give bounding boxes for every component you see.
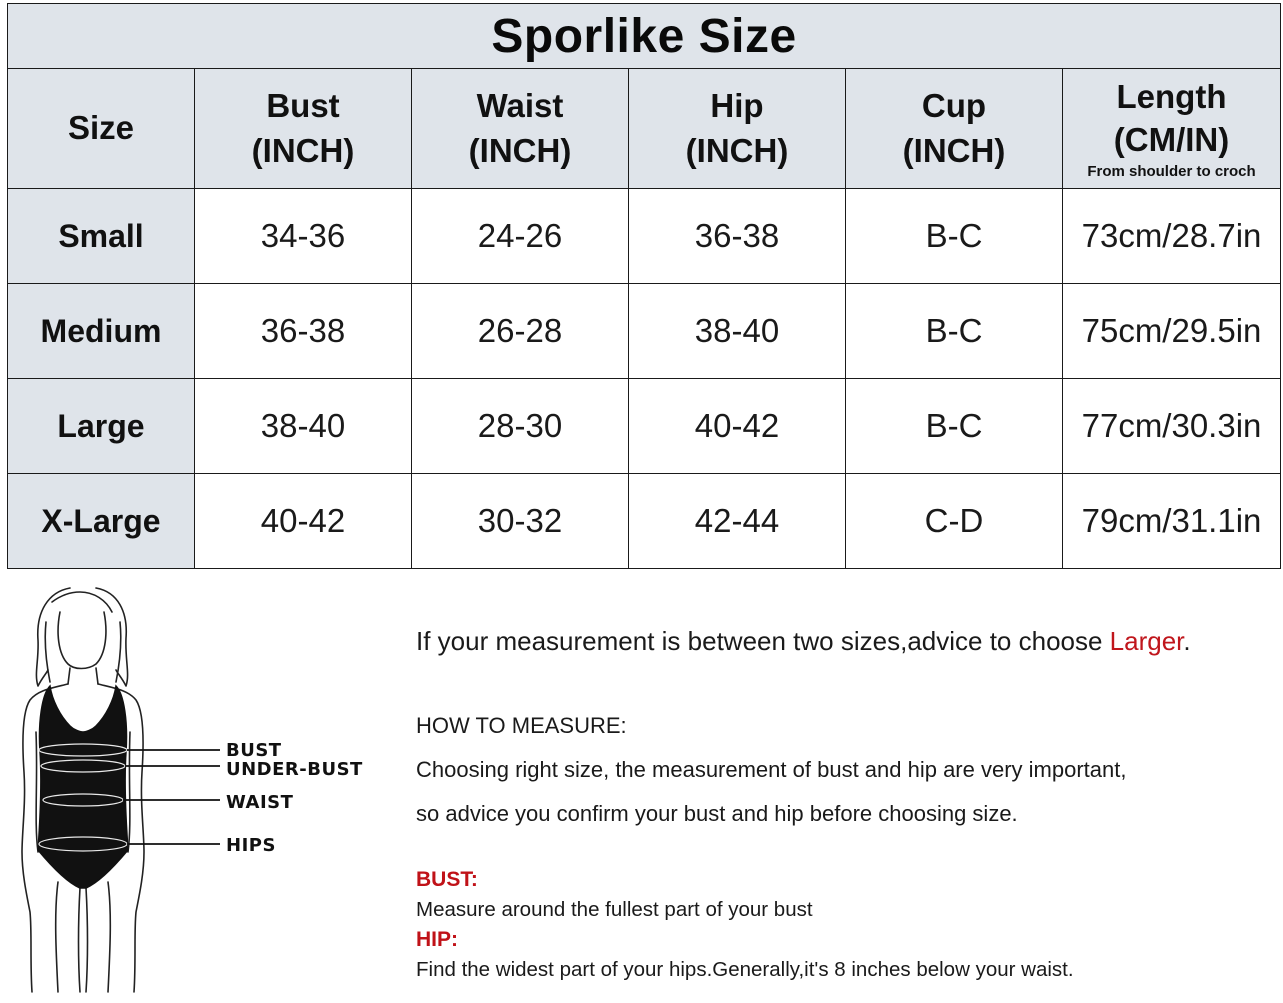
hip-value: 38-40 [629,284,846,379]
cup-value: B-C [846,379,1063,474]
bust-value: 38-40 [195,379,412,474]
hip-value: 42-44 [629,474,846,569]
header-size [8,69,195,189]
header-waist-label: Waist [476,86,564,124]
header-cup [846,69,1063,189]
measurement-figure [8,582,370,1000]
hip-heading: HIP: [416,928,458,951]
length-value: 79cm/31.1in [1063,474,1281,569]
size-large: Large [8,379,195,474]
length-value: 73cm/28.7in [1063,189,1281,284]
bust-value: 34-36 [195,189,412,284]
table-row [8,474,1281,569]
waist-value: 30-32 [412,474,629,569]
header-size-label: Size [67,109,135,147]
table-row [8,379,1281,474]
how-to-measure-line1: Choosing right size, the measurement of bust and hip are very important, [416,757,1127,782]
bust-value: 36-38 [195,284,412,379]
cup-value: C-D [846,474,1063,569]
header-bust-unit: (INCH) [251,131,355,169]
cup-value: B-C [846,284,1063,379]
size-advice [416,626,1191,657]
hip-value: 40-42 [629,379,846,474]
table-row [8,189,1281,284]
hip-value: 36-38 [629,189,846,284]
size-small: Small [8,189,195,284]
hip-instruction: Find the widest part of your hips.Generally,it's 8 inches below your waist. [416,958,1074,981]
waist-value: 28-30 [412,379,629,474]
bust-heading: BUST: [416,868,478,891]
size-chart-table [7,3,1281,569]
cup-value: B-C [846,189,1063,284]
table-title: Sporlike Size [8,4,1281,69]
header-hip [629,69,846,189]
header-bust [195,69,412,189]
header-waist-unit: (INCH) [468,131,572,169]
header-length-unit: (CM/IN) [1113,120,1230,158]
waist-value: 26-28 [412,284,629,379]
body-outline-illustration [8,582,370,1000]
length-value: 77cm/30.3in [1063,379,1281,474]
advice-suffix: . [1183,626,1191,656]
advice-accent: Larger [1109,626,1184,656]
header-hip-unit: (INCH) [685,131,789,169]
size-x-large: X-Large [8,474,195,569]
advice-text: If your measurement is between two sizes,advice to choose [416,626,1110,656]
how-to-measure-line2: so advice you confirm your bust and hip before choosing size. [416,801,1018,826]
length-value: 75cm/29.5in [1063,284,1281,379]
label-under-bust: UNDER-BUST [226,759,363,780]
header-hip-label: Hip [710,86,764,124]
how-to-measure-title: HOW TO MEASURE: [416,713,627,738]
bust-value: 40-42 [195,474,412,569]
header-cup-unit: (INCH) [902,131,1006,169]
header-cup-label: Cup [921,86,987,124]
label-hips: HIPS [226,835,276,856]
header-waist [412,69,629,189]
waist-value: 24-26 [412,189,629,284]
header-length-label: Length [1116,77,1227,115]
table-row [8,284,1281,379]
bust-instruction: Measure around the fullest part of your bust [416,898,813,921]
header-length [1063,69,1281,189]
header-bust-label: Bust [266,86,340,124]
size-medium: Medium [8,284,195,379]
label-bust: BUST [226,740,282,761]
label-waist: WAIST [226,792,294,813]
header-length-note: From shoulder to croch [1087,163,1256,181]
